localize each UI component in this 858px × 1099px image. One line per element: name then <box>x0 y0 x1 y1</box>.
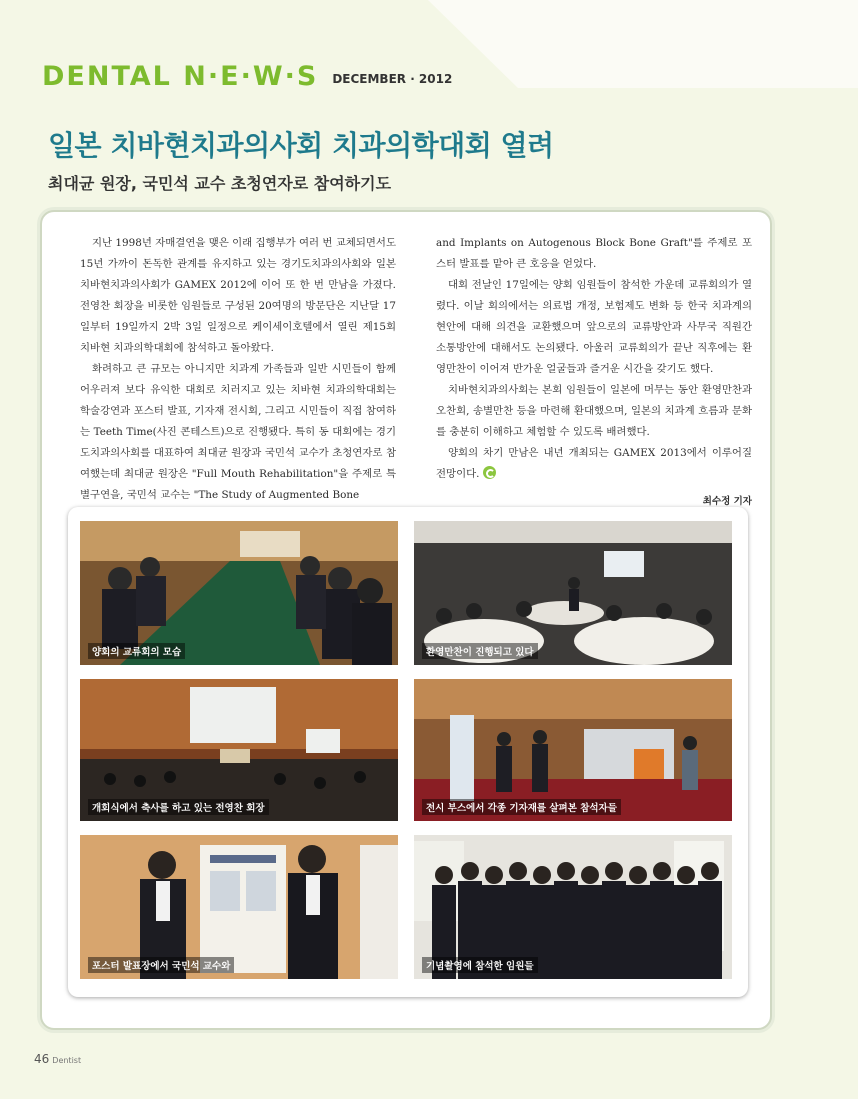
photo-caption: 포스터 발표장에서 국민석 교수와 <box>88 957 234 973</box>
photo-exhibition <box>414 679 732 821</box>
photo-meeting <box>80 521 398 665</box>
end-mark-icon <box>483 466 496 479</box>
paragraph: 화려하고 큰 규모는 아니지만 치과계 가족들과 일반 시민들이 함께 어우러져 보다 유익한 대회로 치러지고 있는 치바현 치과의학대회는 학술강연과 포스터 발표, 기자재 전시회, 그리고 시민들이 직접 참여하는 Teeth Time(사진 콘테스트)으로 진행됐다. 특히 동 대회에는 경기도치과의사회를 대표하여 최대균 원장과 국민석 교수가 초청연자로 참여했는데 최대균 원장은 "Full Mouth Rehabilitation"을 주제로 특별구연을, 국민석 교수는 "The Study of Augmented Bone <box>80 363 396 501</box>
page-footer <box>34 1052 81 1066</box>
paragraph: 대회 전날인 17일에는 양회 임원들이 참석한 가운데 교류회의가 열렸다. 이날 회의에서는 의료법 개정, 보험제도 변화 등 한국 치과계의 현안에 대해 의견을 교환했으며 앞으로의 교류방안과 사무국 직원간 소통방안에 대해서도 논의됐다. 아울러 교류회의가 끝난 직후에는 환영만찬이 이어져 반가운 얼굴들과 즐거운 시간을 갖기도 했다. <box>436 279 752 375</box>
paragraph-continuation: and Implants on Autogenous Block Bone Graft"를 주제로 포스터 발표를 맡아 큰 호응을 얻었다. <box>436 237 752 270</box>
subheadline: 최대균 원장, 국민석 교수 초청연자로 참여하기도 <box>48 174 392 193</box>
headline: 일본 치바현치과의사회 치과의학대회 열려 <box>48 129 554 162</box>
photo-banquet <box>414 521 732 665</box>
article-column-left <box>80 233 396 501</box>
closing-text: 양회의 차기 만남은 내년 개최되는 GAMEX 2013에서 이루어질 전망이다. <box>436 447 752 480</box>
article-body <box>80 233 752 507</box>
issue-date: DECEMBER · 2012 <box>332 72 453 86</box>
byline: 최수정 기자 <box>702 496 752 507</box>
section-header <box>42 50 452 90</box>
paragraph: 지난 1998년 자매결연을 맺은 이래 집행부가 여러 번 교체되면서도 15년 가까이 돈독한 관계를 유지하고 있는 경기도치과의사회와 일본 치바현치과의사회가 GAMEX 2012에 이어 또 한 번 만남을 가졌다. 전영찬 회장을 비롯한 임원들로 구성된 20여명의 방문단은 지난달 17일부터 19일까지 2박 3일 일정으로 케이세이호텔에서 열린 제15회 치바현 치과의학대회에 참석하고 돌아왔다. <box>80 237 396 354</box>
article-column-right <box>436 233 752 507</box>
photo-caption: 환영만찬이 진행되고 있다 <box>422 643 538 659</box>
photo-caption: 전시 부스에서 각종 기자재를 살펴본 참석자들 <box>422 799 621 815</box>
photo-ceremony <box>80 679 398 821</box>
section-brand: DENTAL N·E·W·S <box>42 61 319 92</box>
page-corner-decoration <box>428 0 858 88</box>
photo-poster <box>80 835 398 979</box>
photo-grid <box>68 507 748 997</box>
magazine-name: Dentist <box>52 1056 82 1065</box>
photo-caption: 개회식에서 축사를 하고 있는 전영찬 회장 <box>88 799 269 815</box>
page-number: 46 <box>34 1052 50 1066</box>
photo-group <box>414 835 732 979</box>
paragraph-closing <box>436 443 752 485</box>
paragraph: 치바현치과의사회는 본회 임원들이 일본에 머무는 동안 환영만찬과 오찬회, 송별만찬 등을 마련해 환대했으며, 일본의 치과계 흐름과 문화를 충분히 이해하고 체험할 수 있도록 배려했다. <box>436 384 752 438</box>
photo-caption: 양회의 교류회의 모습 <box>88 643 185 659</box>
photo-caption: 기념촬영에 참석한 임원들 <box>422 957 538 973</box>
